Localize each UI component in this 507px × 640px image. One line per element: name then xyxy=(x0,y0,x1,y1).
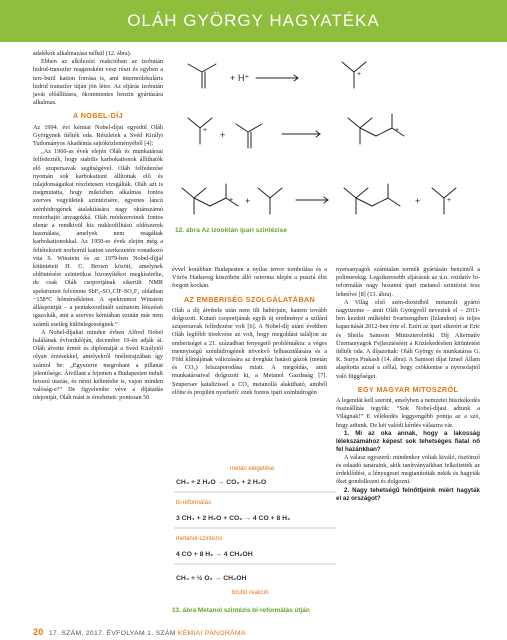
isobutylene-structure-2 xyxy=(236,124,262,148)
plus-sign-4: + xyxy=(415,196,421,206)
tert-butyl-cation-structure xyxy=(342,62,366,88)
column-2 xyxy=(172,266,327,397)
reaction-arrow-1 xyxy=(256,75,298,81)
figure-12-reaction-scheme xyxy=(172,48,482,226)
plus-sign-3: + xyxy=(245,196,251,206)
tert-butyl-cation-structure-3 xyxy=(432,188,456,214)
isobutane-structure xyxy=(258,188,282,214)
col3-paragraph-1: nyersanyagok számtalan termék gyártásán benzintől a polimerekig. Legsikeresebb eljárásuk az ú.n. oxidatív bi-reformálás nagy hozamú ipari metanol szintézist tesz lehetővé [8] (13. ábra). xyxy=(336,266,480,298)
column-1 xyxy=(33,50,163,403)
equation-3: 4 CO + 8 H₂ → 4 CH₃OH xyxy=(176,551,253,558)
bi-reform-label: bi-reformálás xyxy=(176,500,212,506)
equation-2: 3 CH₄ + 2 H₂O + CO₂ → 4 CO + 8 H₂ xyxy=(176,515,291,522)
figure-12-caption: 12. ábra Az izooktán ipari szintézise xyxy=(175,227,287,234)
section-heading-myth: EGY MAGYAR MITOSZRÓL xyxy=(357,384,459,394)
isooctane-structure xyxy=(344,184,400,214)
col1-paragraph-5: A Nobel-díjakat minden évben Alfred Nobel halálának évfordulóján, december 10-én adják át. Oláh átvette érmét és diplomáját a Svéd Királytól olyan érzésekkel, amelyekről önéletrajzában így számol be: „Egyszerre megrohant a pillanat jelentősége. Átvillant a fejemen a Budapesten indult hosszú utazás, és némi keltetésbe is, vajon minden valóság-e?” De figyelembe véve a díjátadás idejontját, Oláh mást is érezhetett: pontosan 50 xyxy=(33,328,163,402)
col1-paragraph-4: „Az 1960-as évek elején Oláh és munkatársai felfedezték, hogy stabilis karbokationok állíthatók elő szupersavak segítségével. Oláh felfedezése nyomán sok karbokationt állítottak elő és tulajdonságaikat részletesen vizsgálták. Oláh azt is megmutatta, hogy miközben alkalmas fontos szerves vegyületek szintézisére, egyenes láncú szénhidrogének átalakítására nagy oktánszámú motorhajtó anyagokká. Oláh módszereinek fontos eleme a rendkívül kis nukleofilitású oldószerek használata, amelyek nem reagáltak karbokationokkal. Az 1950-es évek elején még a feltételezett norbornil kation szerkezetére vonatkozó vita S. Winstein és az 1979-ben Nobel-díjjal kitüntetett H. C. Brown között, amelynek eldöntésére szintetikus bizonyítékot megkísérelte, de csak Oláh csoportjának sikerült NMR spektrumot felvennie SbF₅-SO₂ClF-SO₂F₂ oldatban −158°C hőmérsékleten. A spektrumot Winstein álláspontját – a pentakoordinált szénatom létezését igazolták, ami a szerves kémiában ezután már nem számít esetleg különlegességnek.” xyxy=(33,148,163,328)
tert-butyl-cation-structure-2 xyxy=(188,118,212,144)
question-2: 2. Nagy tehetségű felnőttjeink miért hagyták el az országot? xyxy=(336,486,480,502)
figure-13-methanol-scheme xyxy=(172,462,338,606)
brutto-label: bruttó reakció xyxy=(232,590,269,596)
metan-label: metán elégetése xyxy=(230,466,275,472)
header-title: OLÁH GYÖRGY HAGYATÉKA xyxy=(127,11,380,30)
reaction-arrow-3 xyxy=(296,197,328,203)
cation-charge-2: + xyxy=(203,127,208,134)
page-footer xyxy=(33,627,333,637)
issue-info: 17. SZÁM, 2017. ÉVFOLYAM 1. SZÁM xyxy=(48,630,176,637)
equation-4: CH₄ + ½ O₂ → CH₃OH xyxy=(176,575,247,582)
col3-paragraph-2: A Világ első szén-dioxidból metanolt gyártó nagyüzeme – amit Oláh Györgyről neveztek el – 2011-ben kezdett működni Svartsengiben (Izlandon) és teljes kapacitását 2012-ben érte el. Ezért az ipari sikerért ar Eric és Sheila Samson Miniszterelnöki Díj Alternatív Üzemanyagok Fejlesztéséért a Közlekedésben kitüntetést ítélték oda. A díjazottak: Oláh György és munkatársa G. K. Surya Prakash (14. ábra). A Samson díjat Izrael Állam alapította azzal a céllal, hogy csökkentse a nyersolajtól való függőséget. xyxy=(336,298,480,380)
col2-paragraph-2: Oláh a díj átvétele után nem ült babérjain, hanem tovább dolgozott. Kutató csoportjának egyik új eredménye a szilárd szupersavak felfedezése volt [6]. A Nobel-díj utáni években Oláh legfőbb törekvése az volt, hogy megoldást találjon az emberiséget a 21. században fenyegető problémákra: a véges mennyiségű szénhidrogének növekvő felhasználására és a Föld klímájának változására az üvegház hatású gázok (metán és CO₂) felszaporodása miatt. A megoldás, amit munkatársaival dolgozott ki, a Metanol Gazdaság [7]. Szupersav katalízissel a CO₂ metanollá alakítható, amiből előtte és propilén nyerhető: ezek fontos ipari szénhidrogén xyxy=(172,306,327,396)
reaction-arrow-2 xyxy=(282,131,320,137)
col2-paragraph-1: évvel korábban Budapesten a nyilas terror tombolása és a Vörös Hadsereg küszöbön álló ostroma idején a pusztá élet forgott kockán. xyxy=(172,266,327,290)
plus-sign-2: + xyxy=(220,130,226,140)
plus-sign-1: + xyxy=(230,73,236,83)
section-heading-service: AZ EMBERISÉG SZOLGÁLATÁBAN xyxy=(183,294,316,304)
col3-paragraph-3: A legendát kell szerint, amelyben a nemzetei büszkékedés összeállítás tegyük: “Sok Nobel-díjast adtunk a Világnak!” E vélekedés leggyengébb pontja az a szó, hogy adtunk. De két valódi kérdés válaszra vár. xyxy=(336,397,480,429)
column-3 xyxy=(336,266,480,503)
cation-charge-1: + xyxy=(357,71,362,78)
page-number: 20 xyxy=(33,627,44,637)
cation-charge-3: + xyxy=(395,127,400,134)
page-header xyxy=(0,0,507,42)
cation-charge-4: + xyxy=(229,197,234,204)
col3-paragraph-4: A válasz egyszerű: mindenkor voltak kiváló, ösztönző és odaadó tanáraink, akik tanítványaikban felkeltették az érdeklődést, a lényegeset megtanították nekik és hagyták őket gondolkozni és dolgozni. xyxy=(336,453,480,486)
equation-1: CH₄ + 2 H₂O → CO₂ + 2 H₂O xyxy=(176,479,267,486)
col1-paragraph-3: Az 1994. évi kémiai Nobel-díjat egyedül Oláh Györgynek ítélték oda. Részletek a Svéd Királyi Tudományos Akadémia sajtóközleményéből [4]: xyxy=(33,123,163,148)
col1-paragraph-2: Ebben az alkilezési reakcióban az izobután hidrid-transzfer reagensként vesz részt és egyben a terc-butil kation forrása is, ami intermolekuláris hidrid transzfer útján jön létre. Az eljárás izobután javát előállításra, ökommentes benzin gyártására alkalmas. xyxy=(33,58,163,107)
section-heading-nobel: A NOBEL-DÍJ xyxy=(72,111,124,121)
cation-charge-5: + xyxy=(447,197,452,204)
magazine-name: KÉMIAI PANORÁMA xyxy=(177,630,246,637)
col1-paragraph-1: adalékok alkalmazása nélkül (12. ábra). xyxy=(33,50,132,57)
metanol-label: metanol-szintézis xyxy=(176,536,223,542)
proton-label: H⁺ xyxy=(238,73,250,83)
question-1: 1. Mi az oka annak, hogy a lakosság lélekszámához képest sok tehetséges fiatal nő fel hazánkban? xyxy=(336,429,480,453)
figure-13-caption: 13. ábra Metanol szintézis bi-reformálás útján xyxy=(172,607,310,614)
isobutylene-structure xyxy=(188,64,216,88)
